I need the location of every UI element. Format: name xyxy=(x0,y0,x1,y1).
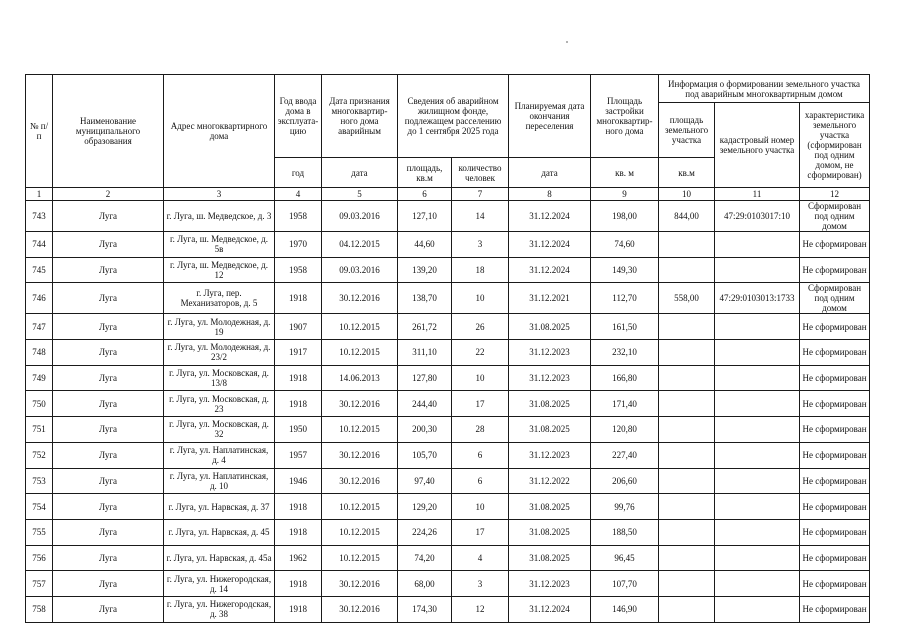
cell-cadastral-number: 47:29:0103013:1733 xyxy=(715,283,800,314)
cell-emergency-area: 127,10 xyxy=(398,201,452,232)
cell-row-number: 754 xyxy=(26,494,53,520)
cell-address: г. Луга, ул. Наплатинская, д. 4 xyxy=(164,442,275,468)
cell-land-area: 558,00 xyxy=(659,283,715,314)
cell-emergency-area: 200,30 xyxy=(398,417,452,443)
column-number: 8 xyxy=(509,188,591,201)
cell-land-area xyxy=(659,519,715,545)
header-address: Адрес многоквартирного дома xyxy=(164,75,275,188)
cell-municipality: Луга xyxy=(53,232,164,258)
cell-recognition-date: 04.12.2015 xyxy=(322,232,398,258)
cell-built-area: 99,76 xyxy=(591,494,659,520)
cell-address: г. Луга, ул. Московская, д. 23 xyxy=(164,391,275,417)
cell-row-number: 745 xyxy=(26,257,53,283)
cell-row-number: 748 xyxy=(26,340,53,366)
cell-people-count: 12 xyxy=(452,596,509,622)
cell-emergency-area: 261,72 xyxy=(398,314,452,340)
table-row xyxy=(26,571,870,597)
table-row xyxy=(26,232,870,258)
cell-address: г. Луга, ш. Медведское, д. 3 xyxy=(164,201,275,232)
cell-row-number: 747 xyxy=(26,314,53,340)
cell-land-area xyxy=(659,545,715,571)
cell-year-commission: 1917 xyxy=(275,340,322,366)
cell-row-number: 744 xyxy=(26,232,53,258)
cell-cadastral-number xyxy=(715,442,800,468)
cell-recognition-date: 09.03.2016 xyxy=(322,257,398,283)
unit-built-sqm: кв. м xyxy=(591,158,659,188)
cell-people-count: 10 xyxy=(452,283,509,314)
cell-built-area: 74,60 xyxy=(591,232,659,258)
cell-planned-date: 31.12.2023 xyxy=(509,340,591,366)
cell-built-area: 112,70 xyxy=(591,283,659,314)
cell-address: г. Луга, ул. Нижегородская, д. 38 xyxy=(164,596,275,622)
cell-address: г. Луга, ул. Молодежная, д. 23/2 xyxy=(164,340,275,366)
cell-cadastral-number xyxy=(715,596,800,622)
cell-land-area xyxy=(659,257,715,283)
cell-land-area xyxy=(659,468,715,494)
cell-emergency-area: 311,10 xyxy=(398,340,452,366)
header-built-area: Площадь застройки многоквартир-ного дома xyxy=(591,75,659,158)
cell-planned-date: 31.12.2022 xyxy=(509,468,591,494)
cell-address: г. Луга, пер. Механизаторов, д. 5 xyxy=(164,283,275,314)
column-number: 10 xyxy=(659,188,715,201)
column-number: 4 xyxy=(275,188,322,201)
cell-year-commission: 1918 xyxy=(275,519,322,545)
cell-emergency-area: 129,20 xyxy=(398,494,452,520)
cell-built-area: 188,50 xyxy=(591,519,659,545)
cell-year-commission: 1918 xyxy=(275,283,322,314)
cell-address: г. Луга, ул. Нарвская, д. 37 xyxy=(164,494,275,520)
cell-people-count: 18 xyxy=(452,257,509,283)
header-municipality: Наименование муниципального образования xyxy=(53,75,164,188)
column-number: 12 xyxy=(800,188,870,201)
cell-land-status: Не сформирован xyxy=(800,391,870,417)
cell-recognition-date: 30.12.2016 xyxy=(322,468,398,494)
cell-recognition-date: 10.12.2015 xyxy=(322,340,398,366)
header-planned-date: Планируемая дата окончания переселения xyxy=(509,75,591,158)
cell-emergency-area: 174,30 xyxy=(398,596,452,622)
cell-land-status: Не сформирован xyxy=(800,442,870,468)
cell-land-area: 844,00 xyxy=(659,201,715,232)
cell-people-count: 10 xyxy=(452,494,509,520)
cell-people-count: 3 xyxy=(452,232,509,258)
cell-municipality: Луга xyxy=(53,257,164,283)
cell-municipality: Луга xyxy=(53,596,164,622)
cell-address: г. Луга, ул. Нарвская, д. 45а xyxy=(164,545,275,571)
cell-year-commission: 1918 xyxy=(275,494,322,520)
cell-land-status: Не сформирован xyxy=(800,365,870,391)
cell-people-count: 6 xyxy=(452,442,509,468)
cell-recognition-date: 10.12.2015 xyxy=(322,417,398,443)
cell-land-area xyxy=(659,391,715,417)
header-recognition-date: Дата признания многоквартир-ного дома аварийным xyxy=(322,75,398,158)
cell-land-status: Не сформирован xyxy=(800,340,870,366)
table-row xyxy=(26,391,870,417)
column-number: 5 xyxy=(322,188,398,201)
cell-address: г. Луга, ул. Нижегородская, д. 14 xyxy=(164,571,275,597)
header-cadastral: кадастровый номер земельного участка xyxy=(715,103,800,188)
cell-year-commission: 1946 xyxy=(275,468,322,494)
cell-built-area: 166,80 xyxy=(591,365,659,391)
cell-row-number: 752 xyxy=(26,442,53,468)
cell-people-count: 17 xyxy=(452,391,509,417)
header-land-info: Информация о формировании земельного участка под аварийным многоквартирным домом xyxy=(659,75,870,103)
cell-planned-date: 31.08.2025 xyxy=(509,314,591,340)
cell-planned-date: 31.12.2024 xyxy=(509,596,591,622)
cell-land-status: Не сформирован xyxy=(800,596,870,622)
cell-address: г. Луга, ш. Медведское, д. 12 xyxy=(164,257,275,283)
cell-row-number: 756 xyxy=(26,545,53,571)
cell-planned-date: 31.08.2025 xyxy=(509,391,591,417)
unit-area: площадь, кв.м xyxy=(398,158,452,188)
cell-recognition-date: 30.12.2016 xyxy=(322,571,398,597)
cell-built-area: 198,00 xyxy=(591,201,659,232)
cell-row-number: 751 xyxy=(26,417,53,443)
table-body xyxy=(26,201,870,623)
cell-year-commission: 1962 xyxy=(275,545,322,571)
cell-recognition-date: 30.12.2016 xyxy=(322,596,398,622)
column-number: 7 xyxy=(452,188,509,201)
cell-emergency-area: 68,00 xyxy=(398,571,452,597)
cell-planned-date: 31.12.2023 xyxy=(509,365,591,391)
cell-municipality: Луга xyxy=(53,571,164,597)
cell-cadastral-number xyxy=(715,340,800,366)
table-row xyxy=(26,545,870,571)
cell-planned-date: 31.08.2025 xyxy=(509,545,591,571)
cell-row-number: 743 xyxy=(26,201,53,232)
cell-land-status: Не сформирован xyxy=(800,468,870,494)
table-row xyxy=(26,417,870,443)
cell-land-status: Сформирован под одним домом xyxy=(800,201,870,232)
table-row xyxy=(26,283,870,314)
cell-land-status: Не сформирован xyxy=(800,571,870,597)
cell-address: г. Луга, ул. Нарвская, д. 45 xyxy=(164,519,275,545)
cell-address: г. Луга, ул. Московская, д. 32 xyxy=(164,417,275,443)
cell-planned-date: 31.12.2021 xyxy=(509,283,591,314)
cell-emergency-area: 224,26 xyxy=(398,519,452,545)
cell-built-area: 149,30 xyxy=(591,257,659,283)
cell-municipality: Луга xyxy=(53,519,164,545)
cell-built-area: 227,40 xyxy=(591,442,659,468)
cell-people-count: 17 xyxy=(452,519,509,545)
unit-plan-date: дата xyxy=(509,158,591,188)
column-numbers-row xyxy=(26,188,870,201)
cell-land-area xyxy=(659,232,715,258)
cell-emergency-area: 138,70 xyxy=(398,283,452,314)
cell-address: г. Луга, ш. Медведское, д. 5в xyxy=(164,232,275,258)
cell-land-area xyxy=(659,340,715,366)
unit-date: дата xyxy=(322,158,398,188)
cell-recognition-date: 10.12.2015 xyxy=(322,314,398,340)
cell-planned-date: 31.08.2025 xyxy=(509,417,591,443)
cell-land-status: Сформирован под одним домом xyxy=(800,283,870,314)
cell-emergency-area: 74,20 xyxy=(398,545,452,571)
emergency-housing-table xyxy=(25,74,870,623)
cell-cadastral-number xyxy=(715,391,800,417)
cell-people-count: 3 xyxy=(452,571,509,597)
cell-land-status: Не сформирован xyxy=(800,545,870,571)
cell-planned-date: 31.12.2024 xyxy=(509,232,591,258)
cell-planned-date: 31.12.2024 xyxy=(509,201,591,232)
header-land-characteristic: характеристика земельного участка (сформирован под одним домом, не сформирован) xyxy=(800,103,870,188)
column-number: 6 xyxy=(398,188,452,201)
cell-emergency-area: 97,40 xyxy=(398,468,452,494)
cell-cadastral-number xyxy=(715,571,800,597)
table-row xyxy=(26,314,870,340)
cell-land-area xyxy=(659,314,715,340)
cell-built-area: 161,50 xyxy=(591,314,659,340)
cell-recognition-date: 10.12.2015 xyxy=(322,494,398,520)
cell-planned-date: 31.08.2025 xyxy=(509,519,591,545)
cell-year-commission: 1918 xyxy=(275,571,322,597)
cell-row-number: 753 xyxy=(26,468,53,494)
cell-land-area xyxy=(659,494,715,520)
cell-cadastral-number xyxy=(715,365,800,391)
table-row xyxy=(26,257,870,283)
cell-cadastral-number xyxy=(715,417,800,443)
cell-built-area: 146,90 xyxy=(591,596,659,622)
cell-cadastral-number xyxy=(715,545,800,571)
column-number: 2 xyxy=(53,188,164,201)
cell-planned-date: 31.12.2023 xyxy=(509,571,591,597)
cell-year-commission: 1918 xyxy=(275,391,322,417)
column-number: 3 xyxy=(164,188,275,201)
cell-row-number: 755 xyxy=(26,519,53,545)
cell-built-area: 120,80 xyxy=(591,417,659,443)
cell-year-commission: 1970 xyxy=(275,232,322,258)
cell-cadastral-number: 47:29:0103017:10 xyxy=(715,201,800,232)
cell-year-commission: 1958 xyxy=(275,201,322,232)
cell-recognition-date: 30.12.2016 xyxy=(322,391,398,417)
header-num: № п/п xyxy=(26,75,53,188)
cell-cadastral-number xyxy=(715,314,800,340)
table-row xyxy=(26,340,870,366)
cell-municipality: Луга xyxy=(53,201,164,232)
cell-row-number: 758 xyxy=(26,596,53,622)
table-row xyxy=(26,201,870,232)
cell-people-count: 10 xyxy=(452,365,509,391)
cell-year-commission: 1957 xyxy=(275,442,322,468)
cell-year-commission: 1918 xyxy=(275,365,322,391)
cell-municipality: Луга xyxy=(53,468,164,494)
cell-address: г. Луга, ул. Московская, д. 13/8 xyxy=(164,365,275,391)
cell-land-area xyxy=(659,365,715,391)
cell-land-status: Не сформирован xyxy=(800,232,870,258)
cell-planned-date: 31.12.2024 xyxy=(509,257,591,283)
column-number: 9 xyxy=(591,188,659,201)
cell-recognition-date: 30.12.2016 xyxy=(322,442,398,468)
cell-people-count: 14 xyxy=(452,201,509,232)
cell-people-count: 22 xyxy=(452,340,509,366)
header-land-area: площадь земельного участка xyxy=(659,103,715,158)
cell-built-area: 206,60 xyxy=(591,468,659,494)
cell-cadastral-number xyxy=(715,232,800,258)
cell-land-area xyxy=(659,571,715,597)
table-row xyxy=(26,519,870,545)
cell-people-count: 26 xyxy=(452,314,509,340)
cell-planned-date: 31.08.2025 xyxy=(509,494,591,520)
cell-emergency-area: 105,70 xyxy=(398,442,452,468)
cell-people-count: 4 xyxy=(452,545,509,571)
cell-municipality: Луга xyxy=(53,283,164,314)
cell-recognition-date: 09.03.2016 xyxy=(322,201,398,232)
cell-land-status: Не сформирован xyxy=(800,494,870,520)
header-emergency-info: Сведения об аварийном жилищном фонде, подлежащем расселению до 1 сентября 2025 года xyxy=(398,75,509,158)
cell-address: г. Луга, ул. Молодежная, д. 19 xyxy=(164,314,275,340)
column-number: 1 xyxy=(26,188,53,201)
cell-recognition-date: 10.12.2015 xyxy=(322,545,398,571)
table-row xyxy=(26,596,870,622)
cell-row-number: 750 xyxy=(26,391,53,417)
cell-people-count: 28 xyxy=(452,417,509,443)
cell-built-area: 171,40 xyxy=(591,391,659,417)
cell-built-area: 107,70 xyxy=(591,571,659,597)
table-row xyxy=(26,365,870,391)
table-row xyxy=(26,442,870,468)
cell-year-commission: 1918 xyxy=(275,596,322,622)
cell-emergency-area: 139,20 xyxy=(398,257,452,283)
cell-built-area: 96,45 xyxy=(591,545,659,571)
cell-emergency-area: 244,40 xyxy=(398,391,452,417)
cell-municipality: Луга xyxy=(53,545,164,571)
cell-cadastral-number xyxy=(715,519,800,545)
column-number: 11 xyxy=(715,188,800,201)
cell-year-commission: 1950 xyxy=(275,417,322,443)
cell-land-status: Не сформирован xyxy=(800,519,870,545)
unit-land-sqm: кв.м xyxy=(659,158,715,188)
cell-municipality: Луга xyxy=(53,494,164,520)
scan-speck xyxy=(566,41,568,43)
cell-row-number: 746 xyxy=(26,283,53,314)
cell-municipality: Луга xyxy=(53,442,164,468)
cell-emergency-area: 44,60 xyxy=(398,232,452,258)
cell-planned-date: 31.12.2023 xyxy=(509,442,591,468)
cell-municipality: Луга xyxy=(53,340,164,366)
cell-land-area xyxy=(659,417,715,443)
cell-municipality: Луга xyxy=(53,417,164,443)
cell-municipality: Луга xyxy=(53,365,164,391)
cell-address: г. Луга, ул. Наплатинская, д. 10 xyxy=(164,468,275,494)
unit-people: количество человек xyxy=(452,158,509,188)
cell-land-area xyxy=(659,596,715,622)
cell-land-status: Не сформирован xyxy=(800,257,870,283)
cell-recognition-date: 30.12.2016 xyxy=(322,283,398,314)
table-row xyxy=(26,494,870,520)
cell-land-area xyxy=(659,442,715,468)
cell-municipality: Луга xyxy=(53,314,164,340)
unit-year: год xyxy=(275,158,322,188)
cell-cadastral-number xyxy=(715,468,800,494)
cell-land-status: Не сформирован xyxy=(800,417,870,443)
cell-row-number: 749 xyxy=(26,365,53,391)
cell-recognition-date: 14.06.2013 xyxy=(322,365,398,391)
cell-cadastral-number xyxy=(715,257,800,283)
cell-people-count: 6 xyxy=(452,468,509,494)
header-year-commission: Год ввода дома в эксплуата-цию xyxy=(275,75,322,158)
cell-emergency-area: 127,80 xyxy=(398,365,452,391)
cell-year-commission: 1907 xyxy=(275,314,322,340)
table-row xyxy=(26,468,870,494)
cell-row-number: 757 xyxy=(26,571,53,597)
cell-cadastral-number xyxy=(715,494,800,520)
cell-municipality: Луга xyxy=(53,391,164,417)
cell-recognition-date: 10.12.2015 xyxy=(322,519,398,545)
cell-year-commission: 1958 xyxy=(275,257,322,283)
cell-land-status: Не сформирован xyxy=(800,314,870,340)
cell-built-area: 232,10 xyxy=(591,340,659,366)
